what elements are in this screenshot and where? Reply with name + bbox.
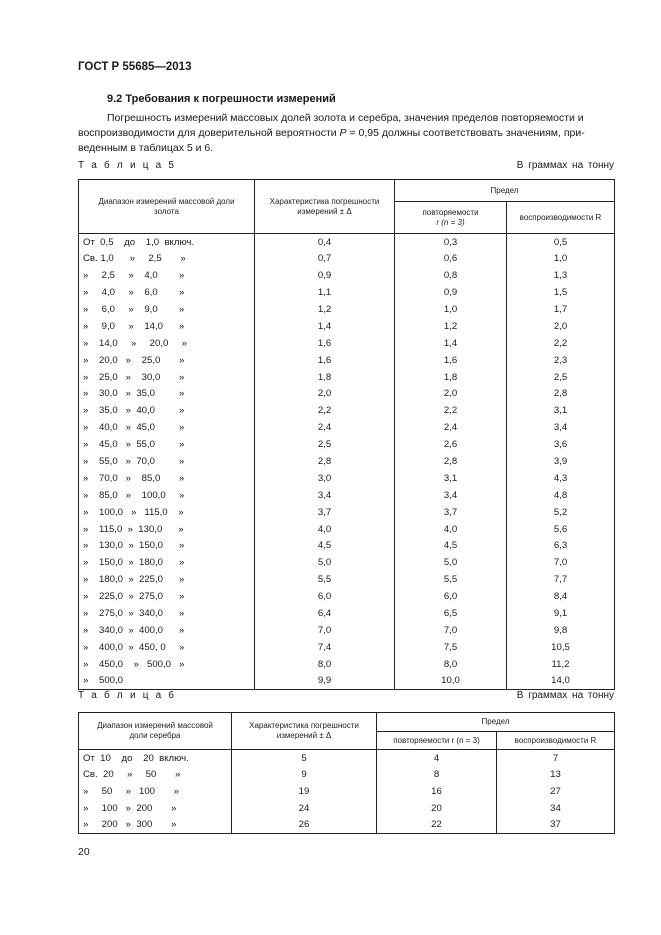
table5-label: Т а б л и ц а 5 xyxy=(78,160,177,171)
table-cell: 4,8 xyxy=(507,487,615,504)
table-cell: 14,0 xyxy=(507,673,615,690)
table-cell: От 10 до 20 включ. xyxy=(83,752,189,764)
table-row xyxy=(79,800,615,817)
table-cell: 7,7 xyxy=(507,571,615,588)
table-cell: 1,8 xyxy=(255,369,395,386)
table-cell: 22 xyxy=(377,817,497,834)
table-cell: 2,0 xyxy=(507,318,615,335)
table-cell: 5,5 xyxy=(395,571,507,588)
table-cell: 0,5 xyxy=(507,234,615,251)
table-cell: 8,4 xyxy=(507,588,615,605)
table-cell: » 100,0 » 115,0 » xyxy=(83,506,184,518)
table-cell: 1,6 xyxy=(255,335,395,352)
table-cell: 1,5 xyxy=(507,284,615,301)
table-cell: 7,0 xyxy=(255,622,395,639)
table-row xyxy=(79,419,615,436)
table-cell: 3,1 xyxy=(507,402,615,419)
table-cell: » 20,0 » 25,0 » xyxy=(83,354,185,366)
table-row xyxy=(79,335,615,352)
table-cell: 3,0 xyxy=(255,470,395,487)
table-cell: 2,0 xyxy=(395,386,507,403)
table-cell: 1,6 xyxy=(395,352,507,369)
table-row xyxy=(79,453,615,470)
table-cell: » 55,0 » 70,0 » xyxy=(83,456,185,468)
table5-body xyxy=(79,234,615,690)
table-cell: 19 xyxy=(232,783,377,800)
table-cell: 4,5 xyxy=(255,538,395,555)
table6-units: В граммах на тонну xyxy=(516,690,614,701)
table-cell: » 200 » 300 » xyxy=(83,819,177,831)
table-cell: От 0,5 до 1,0 включ. xyxy=(83,236,195,248)
table-cell: 8 xyxy=(377,766,497,783)
table-cell: 1,1 xyxy=(255,284,395,301)
paragraph-line-2a: воспроизводимости для доверительной вероятности xyxy=(78,127,340,140)
table-row xyxy=(79,487,615,504)
table-cell: 8,0 xyxy=(255,656,395,673)
table-cell: 1,2 xyxy=(395,318,507,335)
table-row xyxy=(79,766,615,783)
table-cell: 1,7 xyxy=(507,301,615,318)
table-cell: 1,4 xyxy=(395,335,507,352)
table-cell: 24 xyxy=(232,800,377,817)
table-cell: 9,8 xyxy=(507,622,615,639)
table-cell: 5,2 xyxy=(507,504,615,521)
table-cell: 10,5 xyxy=(507,639,615,656)
table-row xyxy=(79,817,615,834)
table6-header-characteristic: Характеристика погрешности измерений ± Δ xyxy=(232,713,377,750)
table-row xyxy=(79,750,615,767)
table-cell: 4,0 xyxy=(395,521,507,538)
table-cell: 5,6 xyxy=(507,521,615,538)
table5-units: В граммах на тонну xyxy=(516,160,614,171)
table-cell: » 4,0 » 6,0 » xyxy=(83,287,185,299)
table6-header-range: Диапазон измерений массовой доли серебра xyxy=(79,713,232,750)
table-row xyxy=(79,402,615,419)
table-cell: » 450,0 » 500,0 » xyxy=(83,658,185,670)
table-cell: 0,3 xyxy=(395,234,507,251)
table-row xyxy=(79,318,615,335)
table-cell: » 180,0 » 225,0 » xyxy=(83,574,185,586)
paragraph xyxy=(78,111,614,157)
table-cell: 2,5 xyxy=(255,436,395,453)
table-cell: 4,3 xyxy=(507,470,615,487)
table-cell: 3,4 xyxy=(507,419,615,436)
table5-header-repeat: повторяемости r (n = 3) xyxy=(395,202,507,234)
table-row xyxy=(79,284,615,301)
table-cell: 9 xyxy=(232,766,377,783)
table-cell: 0,9 xyxy=(255,267,395,284)
table-cell: 1,0 xyxy=(395,301,507,318)
table-cell: 0,8 xyxy=(395,267,507,284)
table-cell: 3,7 xyxy=(255,504,395,521)
table-cell: 7 xyxy=(497,750,615,767)
table-cell: » 9,0 » 14,0 » xyxy=(83,320,185,332)
table-cell: 3,9 xyxy=(507,453,615,470)
table-cell: Св. 20 » 50 » xyxy=(83,769,181,781)
table-cell: » 100 » 200 » xyxy=(83,802,177,814)
table-cell: 3,6 xyxy=(507,436,615,453)
table-cell: 7,0 xyxy=(395,622,507,639)
table-cell: » 35,0 » 40,0 » xyxy=(83,405,185,417)
table-cell: 5,5 xyxy=(255,571,395,588)
table-cell: 2,2 xyxy=(255,402,395,419)
table6-header-repeat: повторяемости r (n = 3) xyxy=(377,732,497,750)
table-row xyxy=(79,267,615,284)
table-cell: » 340,0 » 400,0 » xyxy=(83,624,185,636)
table-cell: 6,3 xyxy=(507,538,615,555)
table-row xyxy=(79,386,615,403)
table-cell: 4 xyxy=(377,750,497,767)
table6-body xyxy=(79,750,615,834)
table-cell: 13 xyxy=(497,766,615,783)
table-cell: 2,0 xyxy=(255,386,395,403)
table-cell: 34 xyxy=(497,800,615,817)
table-cell: » 30,0 » 35,0 » xyxy=(83,388,185,400)
table5-header-limit: Предел xyxy=(395,180,615,202)
section-title: 9.2 Требования к погрешности измерений xyxy=(107,93,336,105)
table-row xyxy=(79,301,615,318)
table-row xyxy=(79,234,615,251)
table-cell: 2,5 xyxy=(507,369,615,386)
table-row xyxy=(79,656,615,673)
table5 xyxy=(78,179,615,690)
table-cell: 9,1 xyxy=(507,605,615,622)
table-row xyxy=(79,504,615,521)
table5-header-repeat-sub: r (n = 3) xyxy=(436,217,465,227)
table-cell: » 70,0 » 85,0 » xyxy=(83,472,185,484)
table-cell: » 275,0 » 340,0 » xyxy=(83,608,185,620)
table-cell: 2,6 xyxy=(395,436,507,453)
table-cell: 27 xyxy=(497,783,615,800)
table-cell: 7,0 xyxy=(507,554,615,571)
table-cell: » 85,0 » 100,0 » xyxy=(83,489,185,501)
table-cell: 3,4 xyxy=(255,487,395,504)
table-row xyxy=(79,639,615,656)
table-cell: 1,8 xyxy=(395,369,507,386)
table-cell: 3,4 xyxy=(395,487,507,504)
table-cell: 6,0 xyxy=(395,588,507,605)
table-row xyxy=(79,571,615,588)
table-cell: 5,0 xyxy=(395,554,507,571)
table-row xyxy=(79,588,615,605)
table-cell: 1,6 xyxy=(255,352,395,369)
table-cell: 10,0 xyxy=(395,673,507,690)
table-cell: » 50 » 100 » xyxy=(83,785,179,797)
table-cell: 5,0 xyxy=(255,554,395,571)
table-row xyxy=(79,538,615,555)
table-cell: 5 xyxy=(232,750,377,767)
page-number: 20 xyxy=(78,846,90,858)
table-row xyxy=(79,783,615,800)
table6-header-reproduce: воспроизводимости R xyxy=(497,732,615,750)
table-cell: Св. 1,0 » 2,5 » xyxy=(83,253,186,265)
table-cell: 2,4 xyxy=(395,419,507,436)
paragraph-line-3: веденным в таблицах 5 и 6. xyxy=(78,142,214,155)
table-cell: » 150,0 » 180,0 » xyxy=(83,557,185,569)
table-cell: » 130,0 » 150,0 » xyxy=(83,540,185,552)
table-cell: » 2,5 » 4,0 » xyxy=(83,270,185,282)
table-cell: 0,7 xyxy=(255,250,395,267)
table-row xyxy=(79,521,615,538)
table6 xyxy=(78,712,615,834)
table5-header-reproduce: воспроизводимости R xyxy=(507,202,615,234)
table-cell: 1,4 xyxy=(255,318,395,335)
paragraph-line-2b: = 0,95 должны соответствовать значениям, при- xyxy=(346,127,585,140)
table-cell: » 25,0 » 30,0 » xyxy=(83,371,185,383)
table-cell: 11,2 xyxy=(507,656,615,673)
table-cell: 7,4 xyxy=(255,639,395,656)
table-row xyxy=(79,352,615,369)
table-cell: 0,6 xyxy=(395,250,507,267)
table-cell: 16 xyxy=(377,783,497,800)
table-cell: » 45,0 » 55,0 » xyxy=(83,439,185,451)
table-cell: 1,0 xyxy=(507,250,615,267)
table5-header-characteristic: Характеристика погрешности измерений ± Δ xyxy=(255,180,395,234)
table-cell: 1,2 xyxy=(255,301,395,318)
table6-header-limit: Предел xyxy=(377,713,615,732)
table-cell: » 115,0 » 130,0 » xyxy=(83,523,184,535)
table-cell: 2,3 xyxy=(507,352,615,369)
table-cell: » 400,0 » 450, 0 » xyxy=(83,641,185,653)
table-cell: 2,8 xyxy=(255,453,395,470)
table-cell: » 500,0 xyxy=(83,675,124,687)
table-row xyxy=(79,622,615,639)
table-cell: » 40,0 » 45,0 » xyxy=(83,422,185,434)
table-cell: » 14,0 » 20,0 » xyxy=(83,337,187,349)
table-row xyxy=(79,369,615,386)
table-cell: 4,0 xyxy=(255,521,395,538)
table-cell: 8,0 xyxy=(395,656,507,673)
table-cell: 6,4 xyxy=(255,605,395,622)
table-cell: 0,4 xyxy=(255,234,395,251)
table-row xyxy=(79,470,615,487)
table-cell: 0,9 xyxy=(395,284,507,301)
variable-p: P xyxy=(339,127,347,140)
table-row xyxy=(79,554,615,571)
table-cell: 2,2 xyxy=(507,335,615,352)
table-cell: 6,0 xyxy=(255,588,395,605)
table-cell: 7,5 xyxy=(395,639,507,656)
table-cell: 26 xyxy=(232,817,377,834)
table-cell: 6,5 xyxy=(395,605,507,622)
table-row xyxy=(79,673,615,690)
table-cell: 2,8 xyxy=(395,453,507,470)
table-cell: 9,9 xyxy=(255,673,395,690)
table-cell: 2,8 xyxy=(507,386,615,403)
document-header: ГОСТ Р 55685—2013 xyxy=(78,61,192,73)
table-cell: 37 xyxy=(497,817,615,834)
table-row xyxy=(79,436,615,453)
table-cell: 3,1 xyxy=(395,470,507,487)
paragraph-line-1: Погрешность измерений массовых долей золота и серебра, значения пределов повторяемости и xyxy=(107,112,584,124)
table-cell: » 225,0 » 275,0 » xyxy=(83,591,185,603)
table-cell: 2,4 xyxy=(255,419,395,436)
table5-header-range: Диапазон измерений массовой доли золота xyxy=(79,180,255,234)
table-cell: 20 xyxy=(377,800,497,817)
table-cell: 3,7 xyxy=(395,504,507,521)
table6-label: Т а б л и ц а 6 xyxy=(78,690,177,701)
table-cell: 1,3 xyxy=(507,267,615,284)
table-row xyxy=(79,250,615,267)
table-cell: 4,5 xyxy=(395,538,507,555)
table-cell: 2,2 xyxy=(395,402,507,419)
table-row xyxy=(79,605,615,622)
table-cell: » 6,0 » 9,0 » xyxy=(83,304,185,315)
